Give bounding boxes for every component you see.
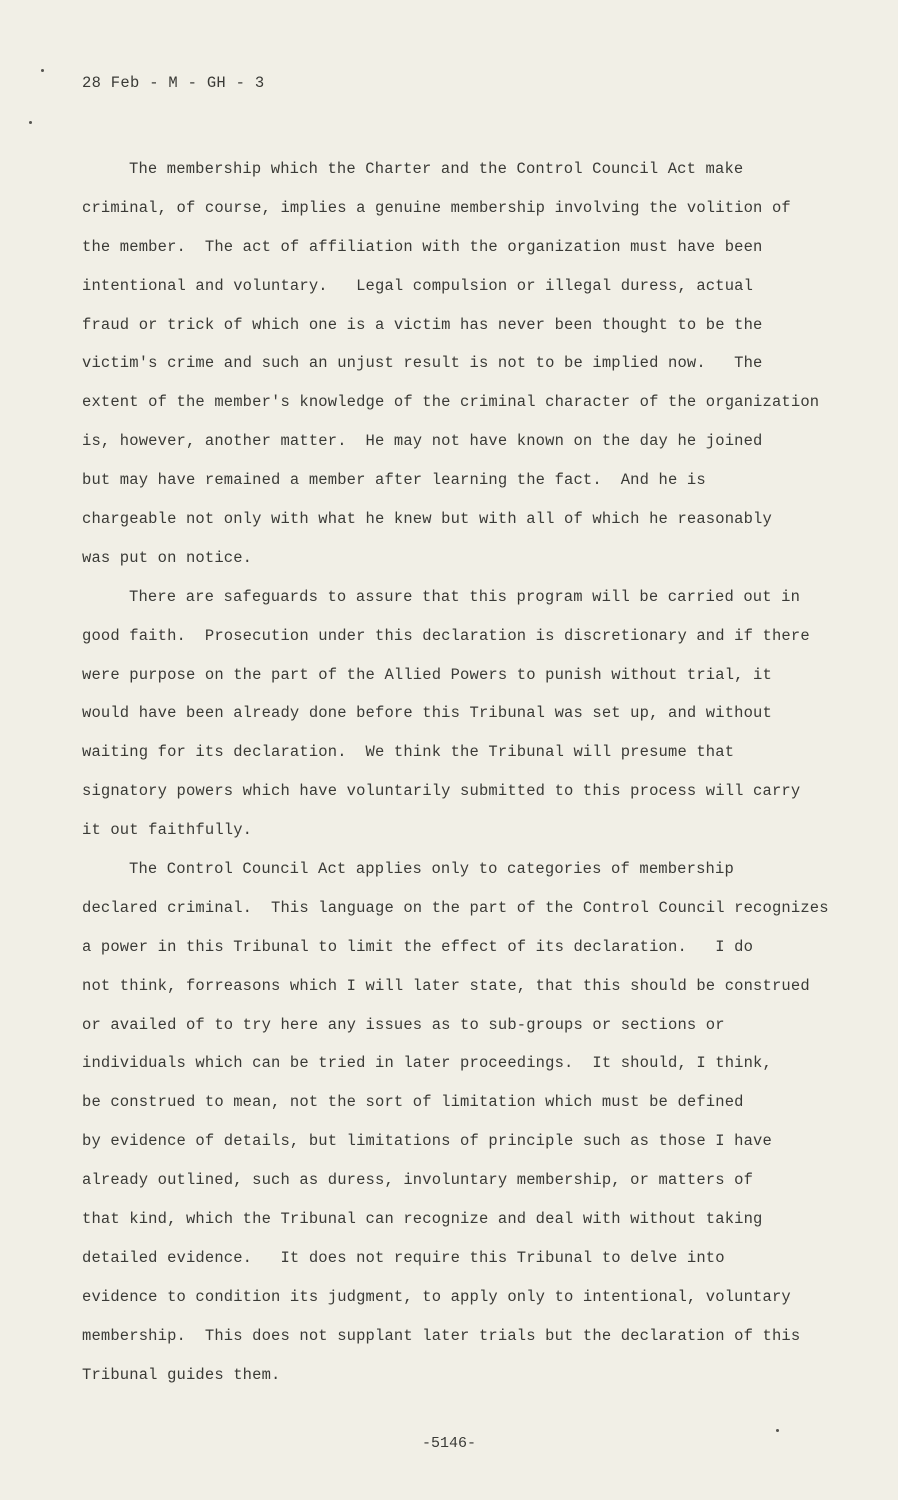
document-body <box>82 150 862 1395</box>
text-line: signatory powers which have voluntarily submitted to this process will carry <box>82 782 801 801</box>
text-line: extent of the member's knowledge of the criminal character of the organization <box>82 393 820 412</box>
text-line: The Control Council Act applies only to categories of membership <box>129 860 734 879</box>
text-line: chargeable not only with what he knew but with all of which he reasonably <box>82 510 772 529</box>
paper-mark <box>41 69 44 72</box>
text-line: be construed to mean, not the sort of limitation which must be defined <box>82 1093 744 1112</box>
text-line: individuals which can be tried in later proceedings. It should, I think, <box>82 1054 772 1073</box>
text-line: The membership which the Charter and the Control Council Act make <box>129 160 744 178</box>
text-line: good faith. Prosecution under this declaration is discretionary and if there <box>82 626 810 645</box>
text-line: it out faithfully. <box>82 821 253 840</box>
text-line: a power in this Tribunal to limit the effect of its declaration. I do <box>82 937 754 956</box>
page-number: -5146- <box>421 1435 476 1452</box>
text-line: was put on notice. <box>82 548 253 567</box>
text-line: waiting for its declaration. We think the Tribunal will presume that <box>82 743 735 762</box>
text-line: evidence to condition its judgment, to apply only to intentional, voluntary <box>82 1287 791 1306</box>
text-line: already outlined, such as duress, involuntary membership, or matters of <box>82 1171 754 1190</box>
text-line: by evidence of details, but limitations of principle such as those I have <box>82 1132 772 1151</box>
text-line: that kind, which the Tribunal can recognize and deal with without taking <box>82 1210 763 1229</box>
text-line: detailed evidence. It does not require this Tribunal to delve into <box>82 1248 725 1267</box>
text-line: victim's crime and such an unjust result is not to be implied now. The <box>82 354 763 373</box>
text-line: or availed of to try here any issues as to sub-groups or sections or <box>82 1015 725 1034</box>
text-line: is, however, another matter. He may not have known on the day he joined <box>82 432 763 451</box>
text-line: criminal, of course, implies a genuine membership involving the volition of <box>82 198 791 217</box>
text-line: intentional and voluntary. Legal compulsion or illegal duress, actual <box>82 276 754 295</box>
text-line: not think, forreasons which I will later state, that this should be construed <box>82 976 810 995</box>
text-line: but may have remained a member after learning the fact. And he is <box>82 471 706 490</box>
text-line: fraud or trick of which one is a victim has never been thought to be the <box>82 315 763 334</box>
text-line: Tribunal guides them. <box>82 1365 281 1384</box>
text-line: declared criminal. This language on the part of the Control Council recognizes <box>82 898 829 917</box>
paper-mark <box>776 1429 779 1432</box>
text-line: membership. This does not supplant later trials but the declaration of this <box>82 1326 801 1345</box>
text-line: the member. The act of affiliation with the organization must have been <box>82 237 763 256</box>
text-line: were purpose on the part of the Allied Powers to punish without trial, it <box>82 665 772 684</box>
text-line: would have been already done before this Tribunal was set up, and without <box>82 704 772 723</box>
paper-mark <box>29 121 32 124</box>
page-header-reference: 28 Feb - M - GH - 3 <box>82 74 265 92</box>
text-line: There are safeguards to assure that this program will be carried out in <box>129 587 801 606</box>
